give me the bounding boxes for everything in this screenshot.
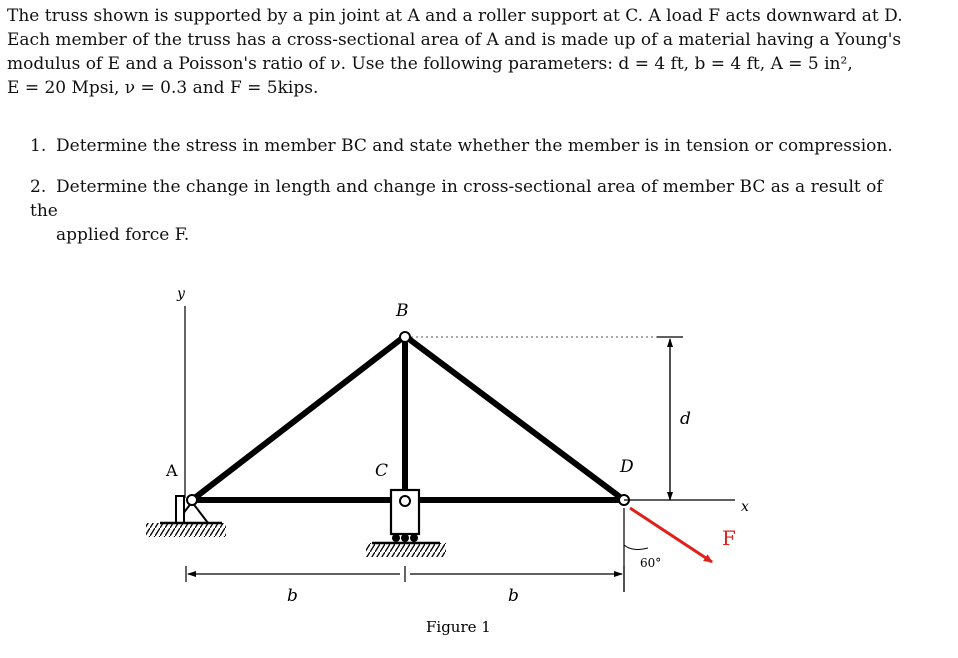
angle-arc [624, 545, 648, 549]
joint-b [400, 332, 410, 342]
statement-line: Each member of the truss has a cross-sectional area of A and is made up of a material having a Young's [7, 30, 902, 50]
question-number: 2. [30, 177, 47, 197]
question-text: Determine the change in length and change in cross-sectional area of member BC as a result of the [30, 177, 883, 221]
statement-line: E = 20 Mpsi, ν = 0.3 and F = 5kips. [7, 78, 319, 98]
joint-a [187, 495, 197, 505]
truss-members [192, 336, 624, 500]
statement-line: modulus of E and a Poisson's ratio of ν. Use the following parameters: d = 4 ft, b = 4 ft, A = 5 in², [7, 54, 853, 74]
figure-caption: Figure 1 [426, 618, 491, 636]
joint-label-d: D [620, 457, 634, 477]
dimension-label-b-left: b [287, 586, 298, 606]
member-bd [405, 336, 624, 500]
dimension-label-b-right: b [508, 586, 519, 606]
angle-label: 60° [640, 556, 662, 570]
joint-label-b: B [396, 301, 409, 321]
force-label: F [722, 526, 736, 550]
joint-label-c: C [375, 461, 389, 481]
member-ab [192, 336, 405, 500]
joint-c [400, 496, 410, 506]
question-number: 1. [30, 136, 47, 156]
x-axis-label: x [741, 499, 749, 515]
question-text-continued: applied force F. [56, 225, 190, 245]
joint-label-a: A [166, 461, 178, 480]
dimension-label-d: d [680, 409, 691, 429]
y-axis-label: y [177, 286, 185, 302]
question-text: Determine the stress in member BC and state whether the member is in tension or compression. [56, 136, 893, 156]
dimension-b [186, 566, 624, 592]
force-arrow [630, 508, 712, 562]
statement-line: The truss shown is supported by a pin joint at A and a roller support at C. A load F acts downward at D. [7, 6, 903, 26]
